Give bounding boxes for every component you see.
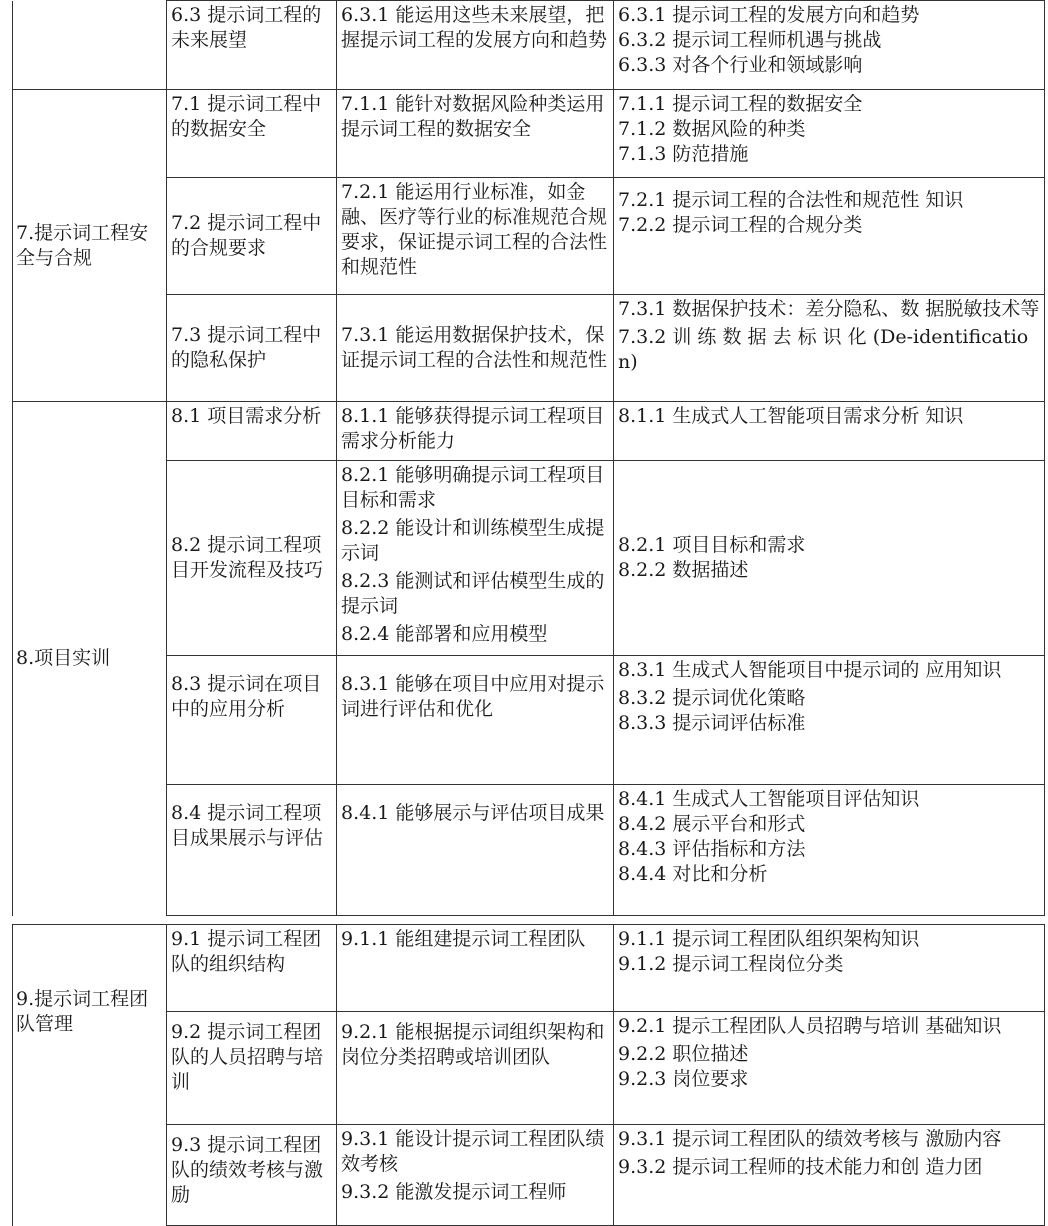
table-row (13, 402, 1045, 461)
knowledge-item: 8.4.4 对比和分析 (618, 863, 768, 885)
unit-title: 9.2 提示词工程团 队的人员招聘与培 训 (171, 1021, 324, 1093)
knowledge-item: 7.1.3 防范措施 (618, 143, 749, 165)
skill-item: 7.2.1 能运用行业标准，如金融、医疗等行业的标准规范合规要求，保证提示词工程的合法性和规范性 (341, 181, 608, 278)
skill-cell (337, 1125, 614, 1226)
knowledge-item: 7.2.2 提示词工程的合规分类 (618, 214, 863, 236)
unit-title: 8.2 提示词工程项 目开发流程及技巧 (171, 534, 324, 581)
skill-cell (337, 785, 614, 916)
knowledge-cell (614, 785, 1045, 916)
knowledge-item: 7.2.1 提示词工程的合法性和规范性 知识 (618, 189, 964, 211)
table-row (13, 178, 1045, 295)
table-row (13, 1, 1045, 90)
skill-cell (337, 1, 614, 90)
knowledge-item: 9.1.2 提示词工程岗位分类 (618, 953, 844, 975)
curriculum-table-bottom (12, 924, 1045, 1226)
unit-title: 9.1 提示词工程团 队的组织结构 (171, 928, 322, 975)
knowledge-item: 9.3.2 提示词工程师的技术能力和创 造力团 (618, 1156, 983, 1178)
unit-cell (167, 1, 337, 90)
skill-cell (337, 1012, 614, 1125)
skill-cell (337, 925, 614, 1012)
unit-cell (167, 656, 337, 785)
knowledge-cell (614, 1012, 1045, 1125)
knowledge-item: 7.1.2 数据风险的种类 (618, 118, 806, 140)
module-cell-empty (13, 1, 167, 90)
skill-item: 8.2.1 能够明确提示词工程项目目标和需求 (341, 464, 605, 511)
knowledge-cell (614, 402, 1045, 461)
knowledge-item: 8.3.1 生成式人智能项目中提示词的 应用知识 (618, 659, 1002, 681)
module-cell (13, 90, 167, 402)
skill-cell (337, 461, 614, 656)
knowledge-cell (614, 178, 1045, 295)
unit-cell (167, 1012, 337, 1125)
knowledge-item: 7.3.1 数据保护技术：差分隐私、数 据脱敏技术等 (618, 298, 1040, 320)
knowledge-item: 9.2.1 提示工程团队人员招聘与培训 基础知识 (618, 1015, 1002, 1037)
skill-item: 9.2.1 能根据提示词组织架构和岗位分类招聘或培训团队 (341, 1021, 605, 1068)
knowledge-cell (614, 461, 1045, 656)
knowledge-item: 7.3.2 训 练 数 据 去 标 识 化 (De-identification) (618, 326, 1029, 373)
module-cell (13, 402, 167, 916)
unit-title: 7.2 提示词工程中 的合规要求 (171, 212, 322, 259)
knowledge-item: 9.2.3 岗位要求 (618, 1068, 749, 1090)
table-row (13, 785, 1045, 916)
knowledge-item: 8.4.1 生成式人工智能项目评估知识 (618, 788, 920, 810)
unit-cell (167, 925, 337, 1012)
skill-item: 6.3.1 能运用这些未来展望，把握提示词工程的发展方向和趋势 (341, 4, 608, 51)
knowledge-cell (614, 295, 1045, 402)
skill-item: 7.3.1 能运用数据保护技术，保证提示词工程的合法性和规范性 (341, 324, 608, 371)
knowledge-item: 6.3.2 提示词工程师机遇与挑战 (618, 29, 882, 51)
skill-item: 8.3.1 能够在项目中应用对提示词进行评估和优化 (341, 673, 605, 720)
table-row (13, 656, 1045, 785)
skill-item: 9.3.2 能激发提示词工程师 (341, 1181, 567, 1203)
knowledge-item: 8.2.1 项目目标和需求 (618, 534, 806, 556)
unit-title: 8.4 提示词工程项 目成果展示与评估 (171, 802, 324, 849)
table-row (13, 925, 1045, 1012)
unit-cell (167, 178, 337, 295)
knowledge-item: 8.3.3 提示词评估标准 (618, 712, 806, 734)
unit-cell (167, 402, 337, 461)
unit-cell (167, 295, 337, 402)
knowledge-cell (614, 656, 1045, 785)
skill-item: 8.2.2 能设计和训练模型生成提示词 (341, 517, 605, 564)
knowledge-item: 8.4.3 评估指标和方法 (618, 838, 806, 860)
knowledge-item: 8.4.2 展示平台和形式 (618, 813, 806, 835)
unit-cell (167, 461, 337, 656)
skill-item: 9.3.1 能设计提示词工程团队绩效考核 (341, 1128, 605, 1175)
table-row (13, 295, 1045, 402)
knowledge-cell (614, 1, 1045, 90)
knowledge-cell (614, 925, 1045, 1012)
table-row (13, 1125, 1045, 1226)
knowledge-cell (614, 1125, 1045, 1226)
unit-title: 8.1 项目需求分析 (171, 405, 322, 427)
knowledge-item: 9.3.1 提示词工程团队的绩效考核与 激励内容 (618, 1128, 1002, 1150)
skill-item: 8.1.1 能够获得提示词工程项目需求分析能力 (341, 405, 605, 452)
unit-cell (167, 90, 337, 178)
knowledge-item: 9.1.1 提示词工程团队组织架构知识 (618, 928, 920, 950)
curriculum-table-top (12, 0, 1045, 916)
skill-cell (337, 295, 614, 402)
unit-cell (167, 785, 337, 916)
knowledge-item: 8.2.2 数据描述 (618, 559, 749, 581)
knowledge-item: 6.3.3 对各个行业和领域影响 (618, 54, 863, 76)
knowledge-item: 8.1.1 生成式人工智能项目需求分析 知识 (618, 405, 964, 427)
module-cell (13, 925, 167, 1226)
module-title: 9.提示词工程团队管理 (16, 988, 149, 1035)
unit-title: 8.3 提示词在项目 中的应用分析 (171, 673, 322, 720)
skill-cell (337, 656, 614, 785)
skill-item: 8.2.3 能测试和评估模型生成的提示词 (341, 570, 605, 617)
skill-item: 8.4.1 能够展示与评估项目成果 (341, 802, 605, 824)
unit-title: 7.3 提示词工程中 的隐私保护 (171, 324, 322, 371)
skill-cell (337, 402, 614, 461)
unit-title: 9.3 提示词工程团 队的绩效考核与激 励 (171, 1134, 324, 1206)
skill-cell (337, 178, 614, 295)
module-title: 8.项目实训 (16, 647, 111, 670)
table-row (13, 461, 1045, 656)
skill-item: 9.1.1 能组建提示词工程团队 (341, 928, 586, 950)
unit-cell (167, 1125, 337, 1226)
unit-title: 7.1 提示词工程中 的数据安全 (171, 93, 322, 140)
knowledge-item: 9.2.2 职位描述 (618, 1043, 749, 1065)
skill-item: 7.1.1 能针对数据风险种类运用提示词工程的数据安全 (341, 93, 605, 140)
table-row (13, 90, 1045, 178)
skill-item: 8.2.4 能部署和应用模型 (341, 623, 548, 645)
knowledge-cell (614, 90, 1045, 178)
table-row (13, 1012, 1045, 1125)
skill-cell (337, 90, 614, 178)
unit-title: 6.3 提示词工程的未来展望 (171, 4, 322, 51)
knowledge-item: 6.3.1 提示词工程的发展方向和趋势 (618, 4, 920, 26)
module-title: 7.提示词工程安全与合规 (16, 221, 149, 269)
knowledge-item: 8.3.2 提示词优化策略 (618, 687, 806, 709)
knowledge-item: 7.1.1 提示词工程的数据安全 (618, 93, 863, 115)
